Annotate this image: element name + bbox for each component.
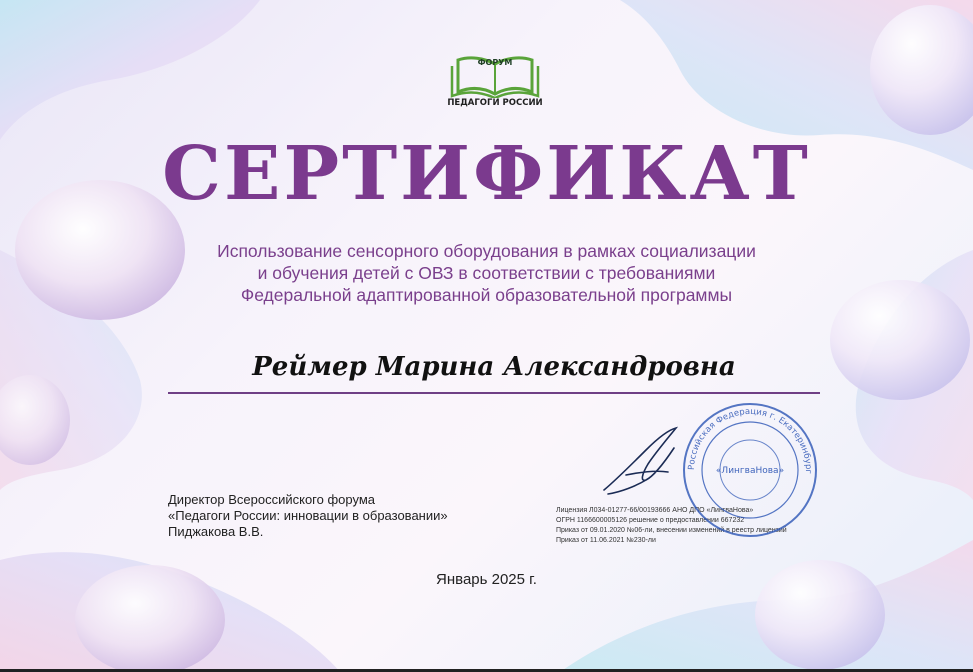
director-name: Пиджакова В.В.: [168, 524, 264, 539]
recipient-name: Реймер Марина Александровна: [252, 352, 736, 382]
forum-logo: [440, 52, 550, 112]
license-line-3: Приказ от 09.01.2020 №06-ли, внесении изменений в реестр лицензий: [556, 527, 787, 534]
director-block: [168, 492, 448, 540]
certificate-title: СЕРТИФИКАТ: [162, 131, 811, 217]
logo-bottom-text: ПЕДАГОГИ РОССИИ: [447, 98, 543, 108]
stamp-center-text: «ЛингваНова»: [715, 466, 785, 476]
license-line-1: Лицензия Л034-01277-66/00193666 АНО ДПО «ЛингваНова»: [556, 507, 754, 514]
license-line-4: Приказ от 11.06.2021 №230-ли: [556, 537, 656, 544]
issue-date: Январь 2025 г.: [436, 571, 537, 588]
course-line-3: Федеральной адаптированной образовательной программы: [240, 285, 733, 305]
name-underline: [168, 392, 820, 394]
stamp-outer-text: Российская Федерация г. Екатеринбург: [686, 406, 814, 475]
course-line-2: и обучения детей с ОВЗ в соответствии с требованиями: [257, 263, 716, 283]
svg-text:Российская Федерация г. Екатер: [687, 407, 813, 475]
logo-top-text: ФОРУМ: [477, 58, 513, 67]
license-line-2: ОГРН 1166600005126 решение о предоставлении 667232: [556, 517, 745, 524]
course-line-1: Использование сенсорного оборудования в рамках социализации: [217, 241, 756, 261]
course-description: [120, 240, 853, 306]
director-forum: «Педагоги России: инновации в образовании»: [168, 508, 448, 523]
director-title: Директор Всероссийского форума: [168, 492, 376, 507]
stamp-seal: [680, 400, 820, 540]
